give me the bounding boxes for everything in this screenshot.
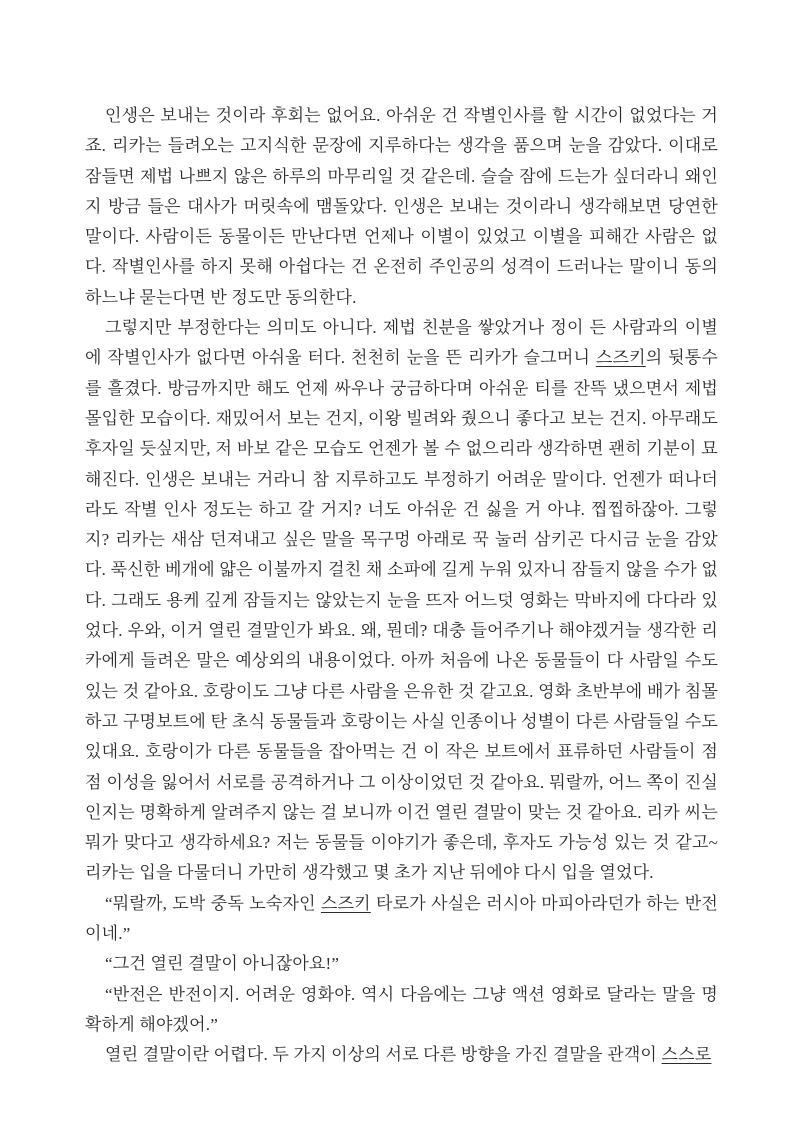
text-run: “그건 열린 결말이 아니잖아요!” <box>105 954 340 974</box>
paragraph-1 <box>85 101 718 313</box>
text-run: 그렇지만 부정한다는 의미도 아니다. 제법 친분을 쌓았거나 정이 든 사람과의 이별에 작별인사가 없다면 아쉬울 터다. 천천히 눈을 뜬 리카가 슬그머니 <box>85 318 718 368</box>
paragraph-2 <box>85 313 718 889</box>
text-run: 열린 결말이란 어렵다. 두 가지 이상의 서로 다른 방향을 가진 결말을 관객이 <box>105 1045 662 1065</box>
paragraph-4-dialogue <box>85 949 718 979</box>
paragraph-6 <box>85 1040 718 1070</box>
text-run: “반전은 반전이지. 어려운 영화야. 역시 다음에는 그냥 액션 영화로 달라는 말을 명확하게 해야겠어.” <box>85 984 718 1034</box>
text-run: 의 뒷통수를 흘겼다. 방금까지만 해도 언제 싸우나 궁금하다며 아쉬운 티를 잔뜩 냈으면서 제법 몰입한 모습이다. 재밌어서 보는 건지, 이왕 빌려와 줬으니 좋다고 보는 건지. 아무래도 후자일 듯싶지만, 저 바보 같은 모습도 언젠가 볼 수 없으리라 생각하면 괜히 기분이 묘해진다. 인생은 보내는 거라니 참 지루하고도 부정하기 어려운 말이다. 언젠가 떠나더라도 작별 인사 정도는 하고 갈 거지? 너도 아쉬운 건 싫을 거 아냐. 찝찝하잖아. 그렇지? 리카는 새삼 던져내고 싶은 말을 목구멍 아래로 꾹 눌러 삼키곤 다시금 눈을 감았다. 푹신한 베개에 얇은 이불까지 걸친 채 소파에 길게 누워 있자니 잠들지 않을 수가 없다. 그래도 용케 깊게 잠들지는 않았는지 눈을 뜨자 어느덧 영화는 막바지에 다다라 있었다. 우와, 이거 열린 결말인가 봐요. 왜, 뭔데? 대충 들어주기나 해야겠거늘 생각한 리카에게 들려온 말은 예상외의 내용이었다. 아까 처음에 나온 동물들이 다 사람일 수도 있는 것 같아요. 호랑이도 그냥 다른 사람을 은유한 것 같고요. 영화 초반부에 배가 침몰하고 구명보트에 탄 초식 동물들과 호랑이는 사실 인종이나 성별이 다른 사람들일 수도 있대요. 호랑이가 다른 동물들을 잡아먹는 건 이 작은 보트에서 표류하던 사람들이 점점 이성을 잃어서 서로를 공격하거나 그 이상이었던 것 같아요. 뭐랄까, 어느 쪽이 진실인지는 명확하게 알려주지 않는 걸 보니까 이건 열린 결말이 맞는 것 같아요. 리카 씨는 뭐가 맞다고 생각하세요? 저는 동물들 이야기가 좋은데, 후자도 가능성 있는 것 같고~ 리카는 입을 다물더니 가만히 생각했고 몇 초가 지난 뒤에야 다시 입을 열었다. <box>85 348 718 883</box>
underlined-text-suzuki: 스즈키 <box>320 893 371 913</box>
paragraph-3-dialogue <box>85 889 718 950</box>
paragraph-5-dialogue <box>85 980 718 1041</box>
text-run: 타로가 사실은 러시아 마피아라던가 하는 반전이네.” <box>85 893 718 944</box>
text-run: 인생은 보내는 것이라 후회는 없어요. 아쉬운 건 작별인사를 할 시간이 없었다는 거죠. 리카는 들려오는 고지식한 문장에 지루하다는 생각을 품으며 눈을 감았다. 이대로 잠들면 제법 나쁘지 않은 하루의 마무리일 것 같은데. 슬슬 잠에 드는가 싶더라니 왜인지 방금 들은 대사가 머릿속에 맴돌았다. 인생은 보내는 것이라니 생각해보면 당연한 말이다. 사람이든 동물이든 만난다면 언제나 이별이 있었고 이별을 피해간 사람은 없다. 작별인사를 하지 못해 아쉽다는 건 온전히 주인공의 성격이 드러나는 말이니 동의하느냐 묻는다면 반 정도만 동의한다. <box>85 106 718 307</box>
document-body-text <box>85 101 718 1071</box>
text-run: “뭐랄까, 도박 중독 노숙자인 <box>105 893 321 913</box>
underlined-text-suzuki: 스즈키 <box>595 348 646 368</box>
underlined-text-seuseuro: 스스로 <box>661 1045 712 1065</box>
